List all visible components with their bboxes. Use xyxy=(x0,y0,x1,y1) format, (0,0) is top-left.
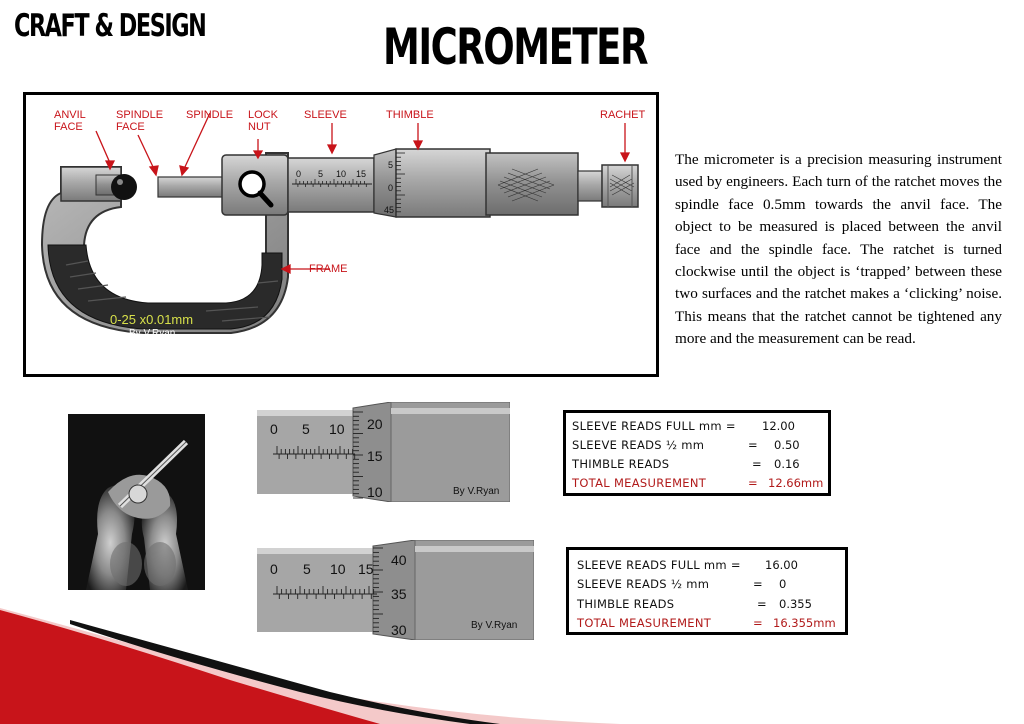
label-lock-nut-line2: NUT xyxy=(248,121,271,133)
label-thimble: THIMBLE xyxy=(386,109,434,121)
label-ratchet: RACHET xyxy=(600,109,646,121)
ex2-row-value: 0.355 xyxy=(779,597,812,611)
ex1-row-label: SLEEVE READS ½ mm xyxy=(572,438,705,452)
label-anvil-face-line2: FACE xyxy=(54,121,83,133)
description-text: The micrometer is a precision measuring instrument used by engineers. Each turn of the ratchet moves the spindle face 0.5mm towards the anvil face. The object to be measured is placed between the anvil face and the spindle face. The ratchet is turned clockwise until the object is ‘trapped’ between these two surfaces and the ratchet makes a ‘clicking’ noise. This means that the ratchet cannot be tightened any more and the measurement can be read. xyxy=(675,151,1002,348)
main-thimble-num-0: 0 xyxy=(388,183,394,193)
main-sleeve-num-5: 5 xyxy=(318,169,324,179)
ex2-row-value: 0 xyxy=(779,577,787,591)
hands-micrometer-photo xyxy=(68,414,205,590)
example1-scale-figure xyxy=(257,402,510,502)
main-sleeve-num-15: 15 xyxy=(356,169,367,179)
label-sleeve: SLEEVE xyxy=(304,109,347,121)
ex2-credit: By V.Ryan xyxy=(471,620,518,631)
ex1-total-equals: = xyxy=(748,476,758,490)
page-title: MICROMETER xyxy=(383,18,647,76)
thimble-body xyxy=(396,149,490,217)
frame-range-text: 0-25 x0.01mm xyxy=(110,312,194,327)
main-thimble-num-5: 5 xyxy=(388,160,394,170)
ex2-row-equals: = xyxy=(753,577,763,591)
ex1-thimble-num-20: 20 xyxy=(367,416,383,432)
label-spindle-face-line2: FACE xyxy=(116,121,145,133)
ex2-sleeve-num-0: 0 xyxy=(270,561,278,577)
ex2-sleeve-num-15: 15 xyxy=(358,561,374,577)
ex1-row-label: THIMBLE READS xyxy=(572,457,670,471)
sleeve-body xyxy=(288,158,374,212)
ex2-thimble-num-35: 35 xyxy=(391,586,407,602)
main-sleeve-num-0: 0 xyxy=(296,169,302,179)
ex1-total-label: TOTAL MEASUREMENT xyxy=(572,476,707,490)
ex1-thimble-num-15: 15 xyxy=(367,448,383,464)
ex2-thimble-num-30: 30 xyxy=(391,622,407,638)
label-anvil-face-line1: ANVIL xyxy=(54,109,86,121)
measured-object xyxy=(111,174,137,200)
spindle xyxy=(158,177,224,197)
ex2-row-label: SLEEVE READS FULL mm = xyxy=(577,558,741,572)
ex1-sleeve-num-5: 5 xyxy=(302,421,310,437)
ex2-total-equals: = xyxy=(753,616,763,630)
ex1-row-value: 0.50 xyxy=(774,438,800,452)
label-spindle-face-line1: SPINDLE xyxy=(116,109,164,121)
corner-swoosh-decoration xyxy=(0,600,620,724)
ex1-row-equals: = xyxy=(748,438,758,452)
main-sleeve-num-10: 10 xyxy=(336,169,347,179)
ex2-sleeve-num-5: 5 xyxy=(303,561,311,577)
ex1-sleeve-num-10: 10 xyxy=(329,421,345,437)
label-lock-nut-line1: LOCK xyxy=(248,109,278,121)
ex1-row-label: SLEEVE READS FULL mm = xyxy=(572,419,736,433)
ex1-row-equals: = xyxy=(752,457,762,471)
ex2-row-label: THIMBLE READS xyxy=(577,597,675,611)
ex1-row-value: 12.00 xyxy=(762,419,795,433)
main-thimble-num-45: 45 xyxy=(384,205,395,215)
ex1-total-value: 12.66mm xyxy=(768,476,824,490)
label-frame: FRAME xyxy=(309,263,348,275)
ex2-row-value: 16.00 xyxy=(765,558,798,572)
label-spindle: SPINDLE xyxy=(186,109,234,121)
frame-credit: By V.Ryan xyxy=(129,328,176,339)
ex1-sleeve-num-0: 0 xyxy=(270,421,278,437)
ex2-row-equals: = xyxy=(757,597,767,611)
ex2-row-label: SLEEVE READS ½ mm xyxy=(577,577,710,591)
ex1-thimble-num-10: 10 xyxy=(367,484,383,500)
ex2-thimble-num-40: 40 xyxy=(391,552,407,568)
ex2-total-value: 16.355mm xyxy=(773,616,836,630)
ex2-sleeve-num-10: 10 xyxy=(330,561,346,577)
ex2-total-label: TOTAL MEASUREMENT xyxy=(577,616,712,630)
ex1-credit: By V.Ryan xyxy=(453,486,500,497)
micrometer-diagram xyxy=(23,92,659,377)
example1-readout-box xyxy=(563,410,831,496)
ex1-row-value: 0.16 xyxy=(774,457,800,471)
brand-heading: CRAFT & DESIGN xyxy=(14,8,206,44)
micrometer-illustration xyxy=(26,95,656,374)
